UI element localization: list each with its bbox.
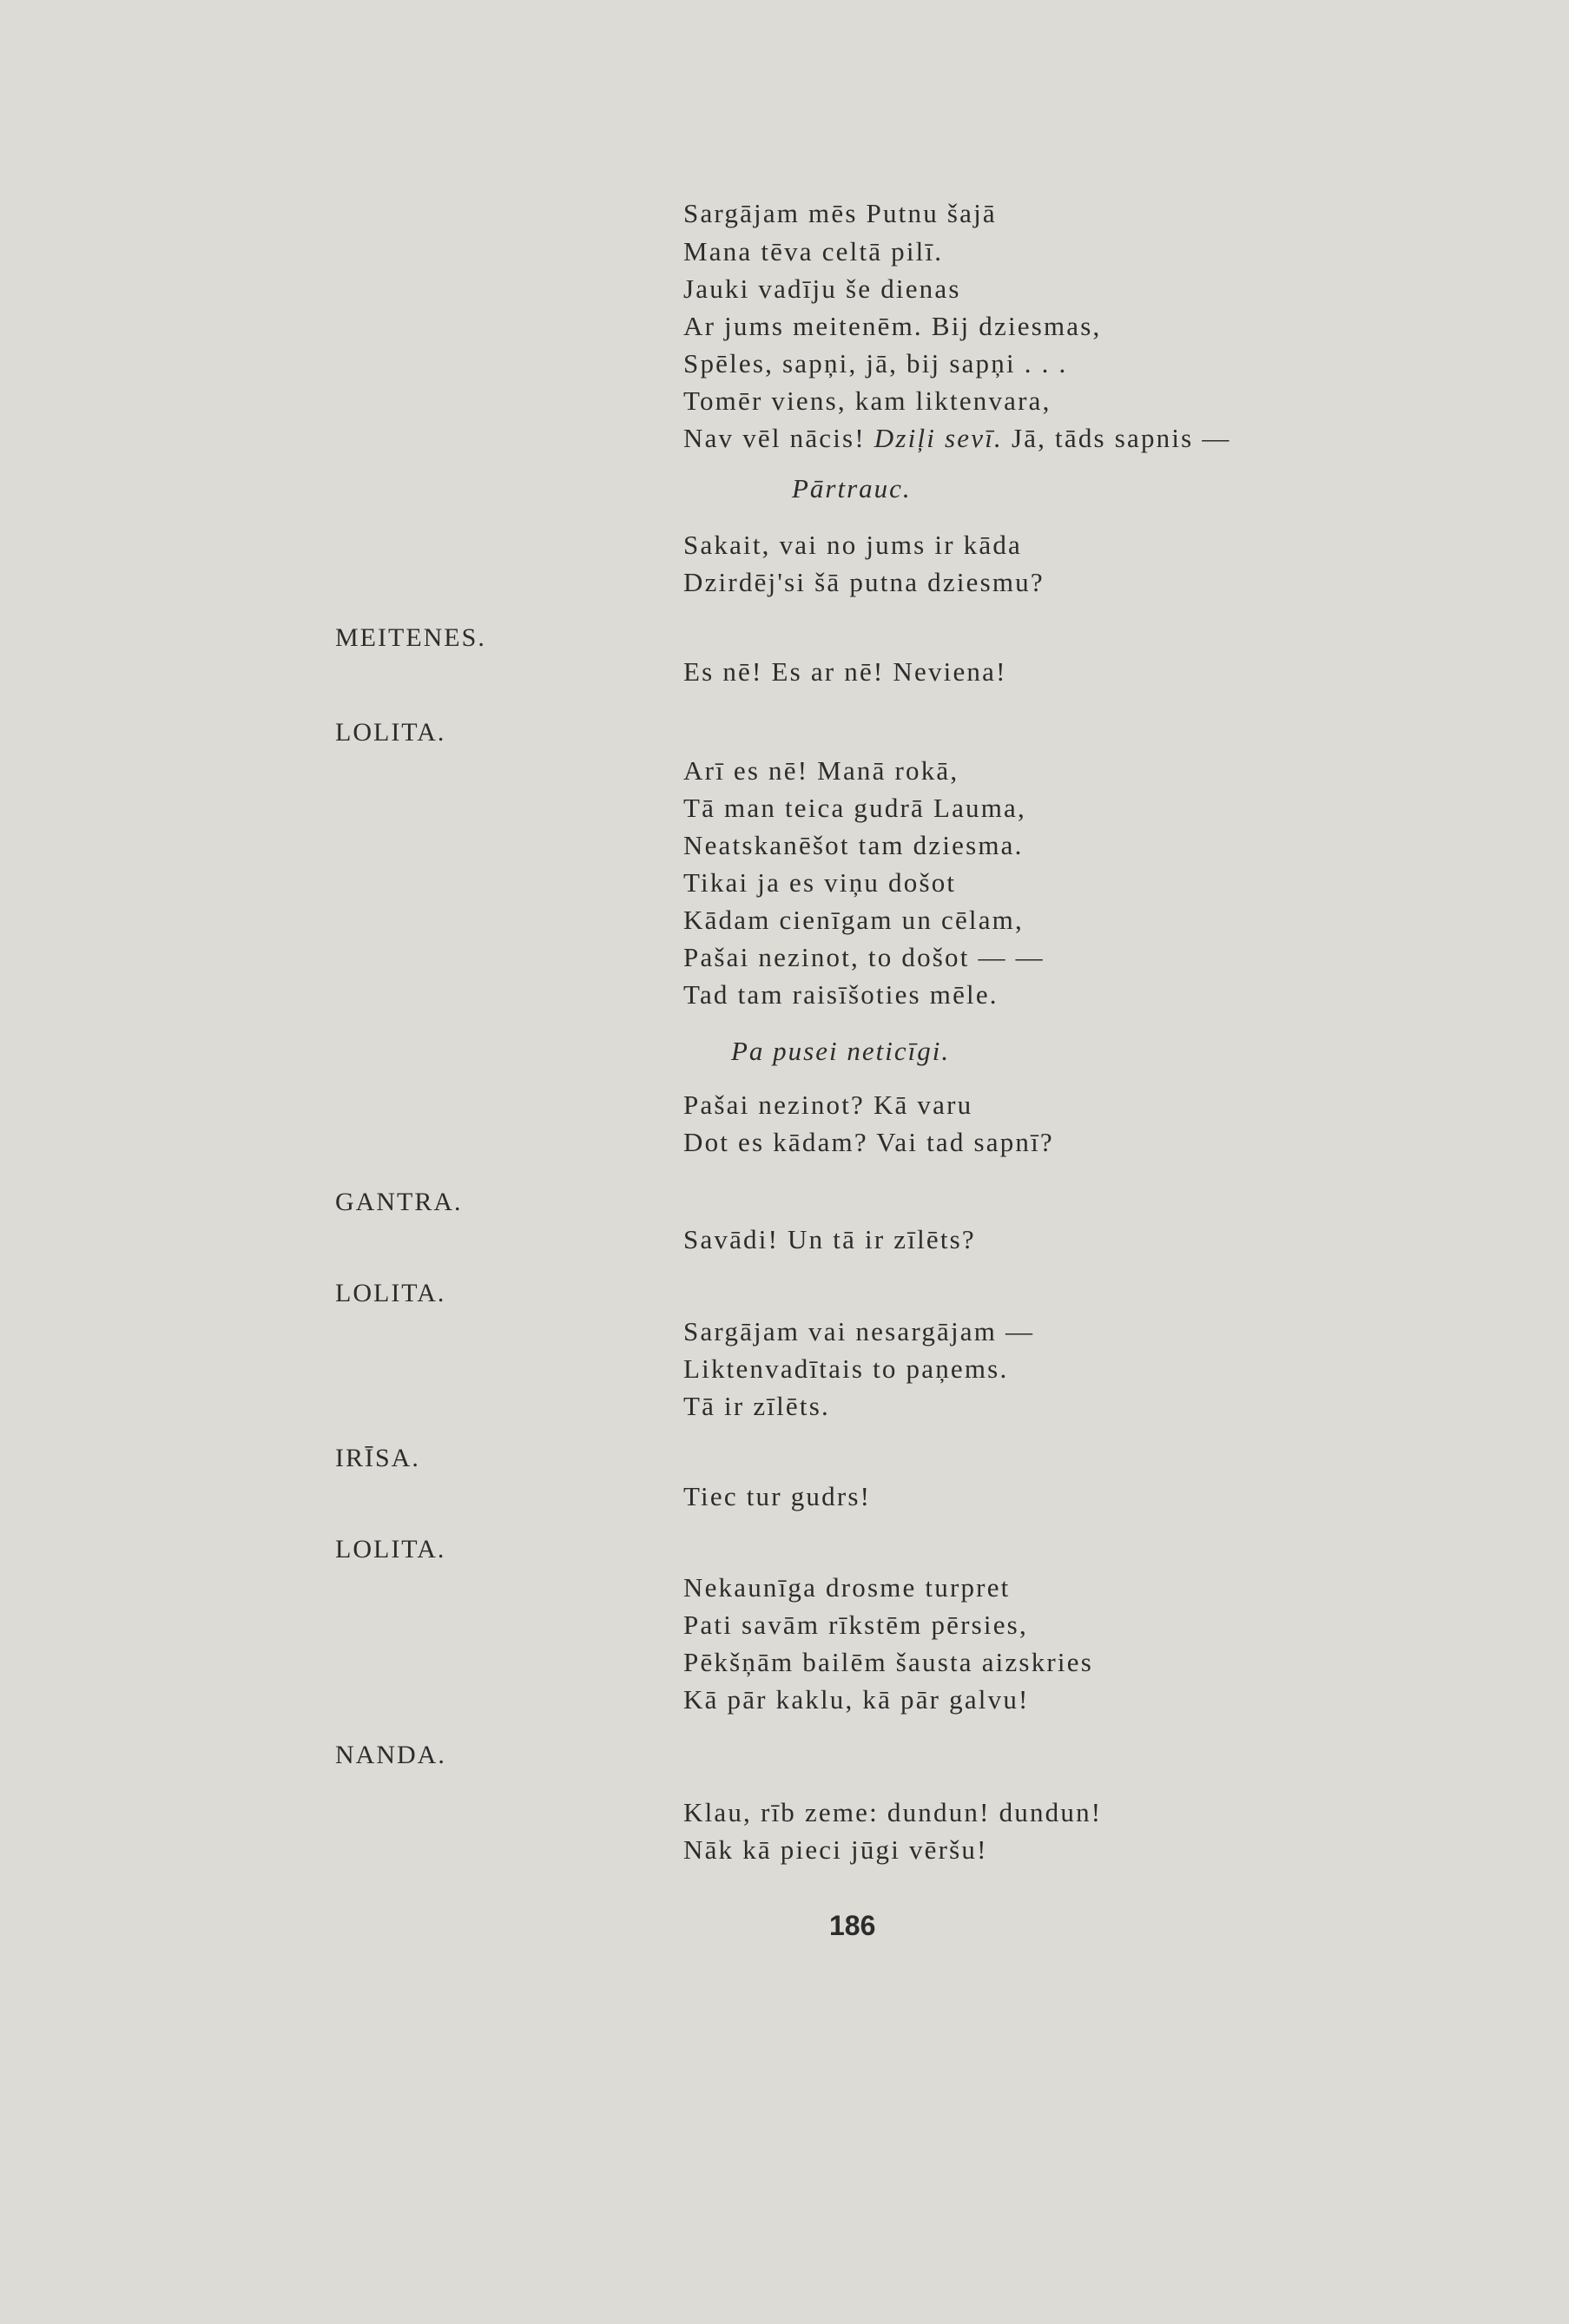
- verse-text: Jā, tāds sapnis —: [1011, 423, 1231, 453]
- verse-line: Tiec tur gudrs!: [683, 1481, 872, 1511]
- verse-line: Nāk kā pieci jūgi vēršu!: [683, 1834, 988, 1865]
- verse-line: Sargājam mēs Putnu šajā: [683, 198, 997, 228]
- speaker-name: GANTRA.: [335, 1188, 463, 1216]
- verse-line: [683, 425, 1231, 451]
- page-number: 186: [829, 1910, 876, 1941]
- verse-text: Nav vēl nācis!: [683, 423, 866, 453]
- verse-line: Sargājam vai nesargājam —: [683, 1316, 1035, 1346]
- verse-line: Ar jums meitenēm. Bij dziesmas,: [683, 311, 1102, 341]
- verse-line: Mana tēva celtā pilī.: [683, 236, 944, 267]
- speaker-name: LOLITA.: [335, 718, 446, 747]
- verse-line: Tā man teica gudrā Lauma,: [683, 793, 1026, 823]
- speaker-name: LOLITA.: [335, 1279, 446, 1307]
- verse-line: Dzirdēj'si šā putna dziesmu?: [683, 567, 1045, 597]
- speaker-name: MEITENES.: [335, 623, 486, 652]
- verse-line: Neatskanēšot tam dziesma.: [683, 830, 1024, 860]
- verse-line: Pēkšņām bailēm šausta aizskries: [683, 1647, 1093, 1677]
- verse-line: Pašai nezinot? Kā varu: [683, 1090, 973, 1120]
- verse-line: Nekaunīga drosme turpret: [683, 1572, 1011, 1603]
- verse-line: Jauki vadīju še dienas: [683, 273, 961, 304]
- speaker-name: LOLITA.: [335, 1535, 446, 1564]
- verse-line: Tad tam raisīšoties mēle.: [683, 979, 999, 1010]
- verse-line: Dot es kādam? Vai tad sapnī?: [683, 1127, 1054, 1157]
- stage-direction: Pārtrauc.: [792, 473, 912, 504]
- stage-direction-inline: Dziļi sevī.: [873, 423, 1003, 453]
- verse-line: Savādi! Un tā ir zīlēts?: [683, 1224, 976, 1254]
- verse-line: Pati savām rīkstēm pērsies,: [683, 1610, 1028, 1640]
- verse-line: Kā pār kaklu, kā pār galvu!: [683, 1684, 1030, 1715]
- verse-line: Arī es nē! Manā rokā,: [683, 755, 959, 786]
- verse-line: Tā ir zīlēts.: [683, 1391, 830, 1421]
- speaker-name: NANDA.: [335, 1741, 446, 1769]
- verse-line: Klau, rīb zeme: dundun! dundun!: [683, 1797, 1103, 1827]
- verse-line: Tomēr viens, kam liktenvara,: [683, 385, 1051, 416]
- verse-line: Sakait, vai no jums ir kāda: [683, 530, 1023, 560]
- speaker-name: IRĪSA.: [335, 1444, 420, 1472]
- verse-line: Es nē! Es ar nē! Neviena!: [683, 656, 1007, 687]
- verse-line: Kādam cienīgam un cēlam,: [683, 905, 1024, 935]
- verse-line: Tikai ja es viņu došot: [683, 867, 957, 898]
- verse-line: Spēles, sapņi, jā, bij sapņi . . .: [683, 348, 1068, 379]
- verse-line: Liktenvadītais to paņems.: [683, 1353, 1009, 1384]
- stage-direction: Pa pusei neticīgi.: [731, 1036, 951, 1066]
- verse-line: Pašai nezinot, to došot — —: [683, 942, 1045, 972]
